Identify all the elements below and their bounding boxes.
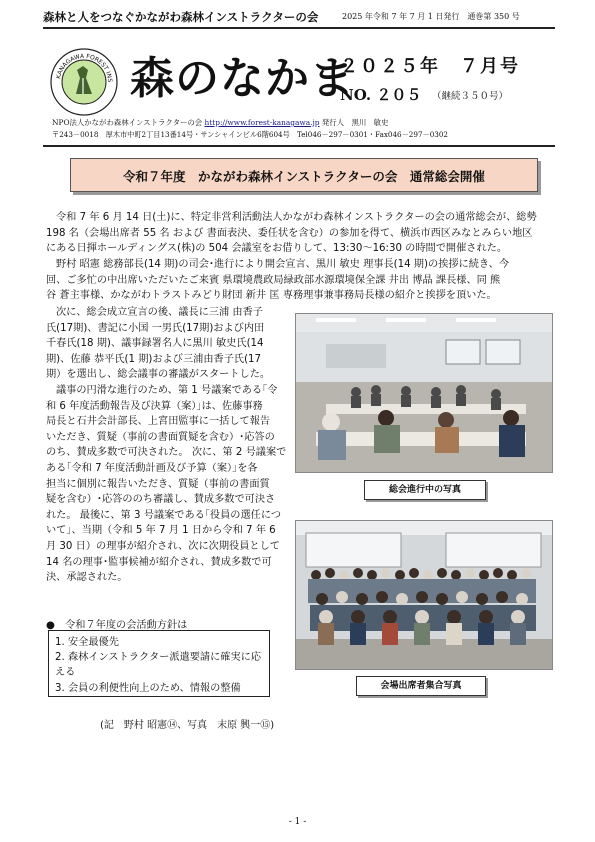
header-issue-info: 2025 年令和 7 年 7 月 1 日発行 通巻第 350 号 xyxy=(342,12,520,21)
text-line: 令和 7 年 6 月 14 日(土)に、特定非営利活動法人かながわ森林インストラクターの会の通常総会が、総勢 xyxy=(56,212,537,223)
text-line: にある日揮ホールディングス(株)の 504 会議室をお借りして、13:30～16:30 の時間で開催された。 xyxy=(46,243,508,255)
article-paragraph-3 xyxy=(46,305,286,586)
text-line: 疑を含む）･応答ののち審議し、賛成多数で可決さ xyxy=(46,494,276,506)
issue-year-month: ２０２５年 ７月号 xyxy=(340,56,520,77)
issue-number: NO. ２０５ xyxy=(340,86,422,104)
text-line: のち、賛成多数で可決された。 次に、第 2 号議案で xyxy=(46,447,287,459)
text-line: 和 6 年度活動報告及び決算（案）｣は、佐藤事務 xyxy=(46,400,263,412)
group-photo-caption: 会場出席者集合写真 xyxy=(356,676,486,696)
issue-cumulative: （継続３５０号） xyxy=(432,91,509,102)
article-title: 令和７年度 かながわ森林インストラクターの会 通常総会開催 xyxy=(123,169,485,184)
publisher-name: 発行人 黒川 敏史 xyxy=(321,118,389,127)
policy-item: 1. 安全最優先 xyxy=(55,637,119,648)
text-line: 担当に個別に報告いただき、質疑（事前の書面質 xyxy=(46,478,270,490)
text-line: ある｢令和 7 年度活動計画及び予算（案）｣を各 xyxy=(46,462,258,474)
text-line: 期)、佐藤 恭平氏(1 期)および三浦由香子氏(17 xyxy=(46,353,262,365)
meeting-photo-caption: 総会進行中の写真 xyxy=(364,480,486,500)
text-line: れた。 最後に、第 3 号議案である｢役員の選任につ xyxy=(46,509,282,521)
text-line: 谷 蒼主事様、かながわトラストみどり財団 新井 匡 専務理事兼事務局長様の紹介と挨拶を頂いた。 xyxy=(46,290,497,302)
publisher-org: NPO法人かながわ森林インストラクターの会 xyxy=(52,118,203,127)
text-line: 回、ご多忙の中出席いただいたご来賓 県環境農政局緑政部水源環境保全課 井出 博晶 課長様、同 熊 xyxy=(46,274,501,286)
text-line: 月 30 日）の理事が紹介され、次に次期役員として xyxy=(46,540,280,552)
header-divider xyxy=(43,27,555,29)
publisher-line xyxy=(52,117,388,128)
text-line: 決、承認された。 xyxy=(46,572,128,584)
text-line: 千春氏(18 期)、議事録署名人に黒川 敏史氏(14 xyxy=(46,338,264,350)
text-line: 氏(17期)、書記に小国 一男氏(17期)および内田 xyxy=(46,322,265,334)
text-line: いて｣、当期（令和 5 年 7 月 1 日から令和 7 年 6 xyxy=(46,525,276,537)
text-line: 198 名（会場出席者 55 名 および 書面表決、委任状を含む）の参加を得て、横浜市西区みなとみらい地区 xyxy=(46,227,533,239)
text-line: 期）を選出し、総会議事の審議がスタートした。 xyxy=(46,369,271,381)
text-line: 野村 昭憲 総務部長(14 期)の司会･進行により開会宣言、黒川 敏史 理事長(14 期)の挨拶に続き、今 xyxy=(56,259,510,270)
masthead-title: 森のなかま xyxy=(130,53,355,104)
text-line: 局長と石井会計部長、上宮田監事に一括して報告 xyxy=(46,416,271,428)
publisher-address: 〒243－0018 厚木市中町2丁目13番14号・サンシャインビル6階604号 Tel046－297－0301・Fax046－297－0302 xyxy=(52,130,449,139)
policy-item: える xyxy=(55,667,76,678)
website-link[interactable]: http://www.forest-kanagawa.jp xyxy=(204,118,320,127)
text-line: 14 名の理事･監事候補が紹介され、賛成多数で可 xyxy=(46,556,272,568)
article-credit: (記 野村 昭憲⑭、写真 末原 興一⑮) xyxy=(100,720,275,731)
policy-item: 3. 会員の利便性向上のため、情報の整備 xyxy=(55,683,241,694)
text-line: 次に、総会成立宣言の後、議長に三浦 由香子 xyxy=(56,307,263,318)
article-paragraph-1 xyxy=(46,210,537,257)
article-paragraph-2 xyxy=(46,257,509,304)
policy-item: 2. 森林インストラクター派遣要請に確実に応 xyxy=(55,652,262,663)
group-photo xyxy=(295,520,553,670)
policy-list-box xyxy=(48,630,270,697)
meeting-photo xyxy=(295,313,553,473)
policy-intro: ● 令和７年度の会活動方針は xyxy=(46,620,188,631)
page-number: - 1 - xyxy=(288,817,307,827)
organization-logo xyxy=(50,48,118,116)
article-title-banner xyxy=(70,158,538,192)
text-line: 議事の円滑な進行のため、第 1 号議案である｢令 xyxy=(56,384,278,396)
header-tagline: 森林と人をつなぐかながわ森林インストラクターの会 xyxy=(43,10,319,24)
header-divider-bottom xyxy=(43,145,555,147)
svg-text:KANAGAWA FOREST INSTRUCTORS: KANAGAWA FOREST INS xyxy=(55,52,114,83)
text-line: いただき、質疑（事前の書面質疑を含む）･応答の xyxy=(46,431,275,443)
